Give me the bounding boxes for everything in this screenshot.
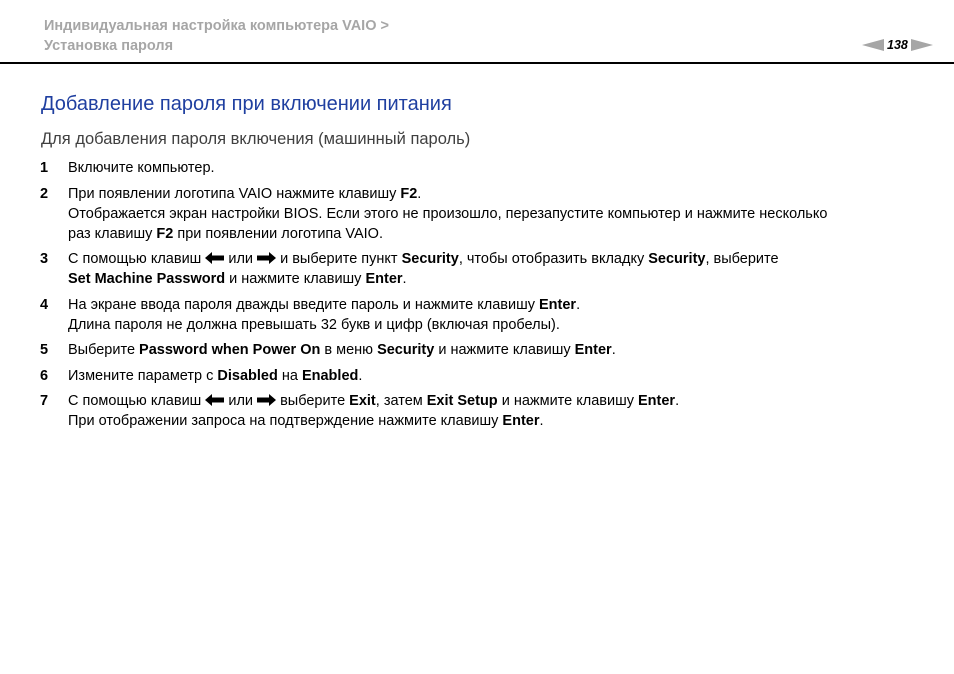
step-text: .: [402, 271, 407, 287]
menu-name: Exit Setup: [426, 393, 498, 409]
menu-name: Security: [377, 342, 435, 358]
step-7: [40, 391, 930, 431]
step-text: , затем: [375, 393, 427, 409]
menu-name: Exit: [349, 393, 376, 409]
step-5: [40, 340, 930, 360]
step-text: Отображается экран настройки BIOS. Если этого не произошло, перезапустите компьютер и нажмите несколько: [68, 205, 828, 222]
step-text: , чтобы отобразить вкладку: [458, 251, 649, 267]
step-text: и выберите пункт: [276, 251, 402, 267]
step-text: При появлении логотипа VAIO нажмите клавишу: [68, 185, 401, 202]
step-number: 2: [40, 185, 49, 202]
pager: [862, 37, 933, 53]
step-2: [40, 184, 930, 244]
left-arrow-key-icon: [205, 251, 224, 265]
step-text: С помощью клавиш: [68, 251, 206, 267]
step-text: или: [224, 251, 258, 267]
step-number: 6: [40, 367, 49, 384]
option-value: Enabled: [301, 367, 359, 384]
step-text: Включите компьютер.: [68, 160, 215, 176]
step-1: [40, 158, 930, 178]
step-text: при появлении логотипа VAIO.: [173, 225, 383, 242]
step-6: [40, 366, 930, 386]
step-text: выберите: [276, 393, 350, 409]
step-text: При отображении запроса на подтверждение нажмите клавишу: [68, 413, 503, 429]
header-divider: [0, 62, 954, 64]
step-4: [40, 295, 930, 335]
page-title: Добавление пароля при включении питания: [41, 93, 452, 115]
step-text: На экране ввода пароля дважды введите пароль и нажмите клавишу: [68, 296, 539, 313]
menu-name: Password when Power On: [139, 342, 321, 358]
key-name: Enter: [502, 413, 540, 429]
step-text: в меню: [320, 342, 378, 358]
step-text: .: [358, 367, 363, 384]
breadcrumb-line-2: Установка пароля: [44, 38, 174, 54]
step-text: .: [539, 413, 544, 429]
menu-name: Set Machine Password: [68, 271, 226, 287]
key-name: Enter: [638, 393, 676, 409]
step-number: 7: [40, 393, 49, 409]
step-text: Выберите: [68, 342, 140, 358]
step-number: 1: [40, 160, 49, 176]
step-text: .: [417, 185, 422, 202]
breadcrumb-line-1: Индивидуальная настройка компьютера VAIO >: [44, 18, 389, 34]
menu-name: Security: [401, 251, 459, 267]
left-arrow-key-icon: [205, 393, 224, 407]
steps-list: [40, 158, 930, 437]
step-text: .: [675, 393, 680, 409]
section-subtitle: Для добавления пароля включения (машинный пароль): [41, 130, 471, 148]
step-text: на: [277, 367, 302, 384]
menu-name: Security: [648, 251, 706, 267]
step-3: [40, 249, 930, 289]
step-text: и нажмите клавишу: [497, 393, 638, 409]
step-text: раз клавишу: [68, 225, 157, 242]
step-text: или: [224, 393, 258, 409]
step-text: Измените параметр с: [68, 367, 218, 384]
previous-page-arrow-icon[interactable]: [862, 39, 884, 51]
step-text: и нажмите клавишу: [225, 271, 366, 287]
key-name: Enter: [365, 271, 403, 287]
step-text: Длина пароля не должна превышать 32 букв и цифр (включая пробелы).: [68, 316, 560, 333]
key-name: Enter: [539, 296, 577, 313]
right-arrow-key-icon: [257, 251, 276, 265]
key-name: F2: [156, 225, 174, 242]
step-text: и нажмите клавишу: [434, 342, 575, 358]
step-number: 5: [40, 342, 49, 358]
breadcrumb: [44, 16, 389, 56]
step-number: 3: [40, 251, 49, 267]
key-name: Enter: [574, 342, 612, 358]
step-text: .: [611, 342, 616, 358]
key-name: F2: [400, 185, 418, 202]
page-number: 138: [887, 38, 908, 52]
option-value: Disabled: [217, 367, 278, 384]
step-number: 4: [40, 296, 49, 313]
step-text: .: [576, 296, 581, 313]
next-page-arrow-icon[interactable]: [911, 39, 933, 51]
step-text: С помощью клавиш: [68, 393, 206, 409]
right-arrow-key-icon: [257, 393, 276, 407]
step-text: , выберите: [705, 251, 779, 267]
